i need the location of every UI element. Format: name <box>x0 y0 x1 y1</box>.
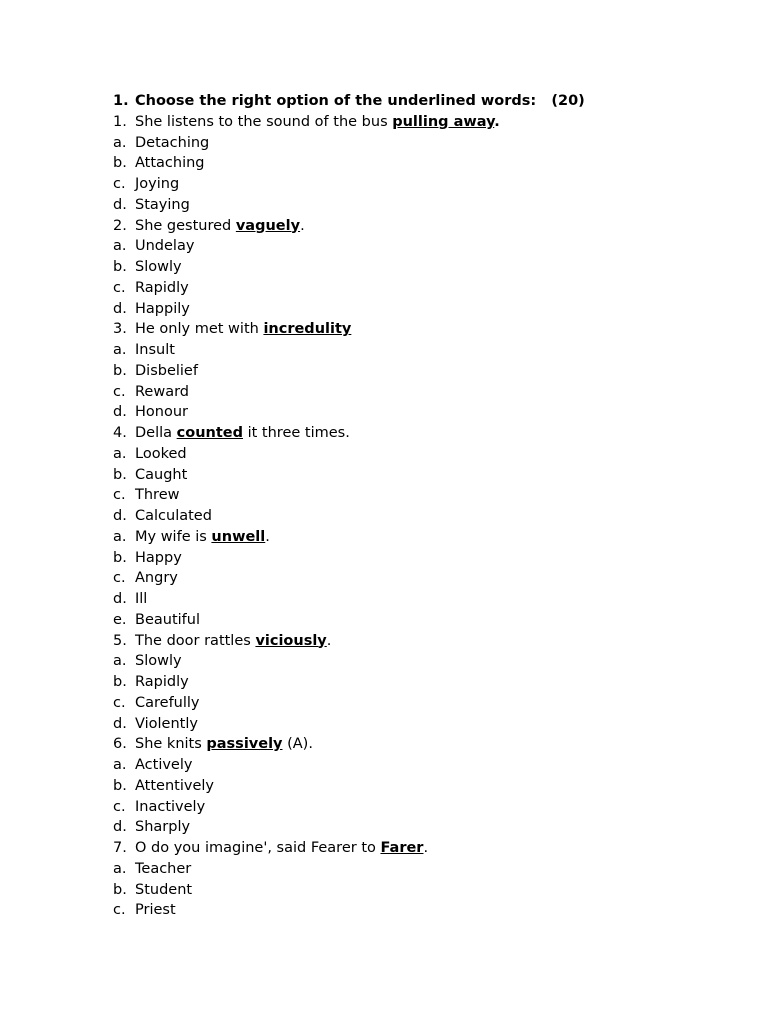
option-text: Staying <box>135 196 190 213</box>
option-line <box>113 693 733 714</box>
option-line <box>113 568 733 589</box>
underlined-word: Farer <box>380 840 424 856</box>
option-text: Teacher <box>135 860 192 877</box>
question-tail: . <box>265 528 270 545</box>
option-text: Caught <box>135 466 188 483</box>
option-text: Calculated <box>135 508 212 524</box>
line-marker: 4. <box>113 425 127 441</box>
option-line <box>113 278 733 299</box>
line-text <box>135 236 194 257</box>
option-line <box>113 340 733 361</box>
line-marker: d. <box>113 508 127 524</box>
line-marker: 1. <box>113 113 127 130</box>
line-marker: a. <box>113 757 127 773</box>
option-line <box>113 506 733 527</box>
option-line <box>113 465 733 486</box>
question-line <box>113 423 733 444</box>
section-heading <box>113 91 733 112</box>
line-marker: b. <box>113 466 127 483</box>
question-line <box>113 112 733 133</box>
option-text: Ill <box>135 591 148 607</box>
line-text <box>135 506 212 527</box>
line-marker: a. <box>113 134 127 151</box>
option-line <box>113 174 733 195</box>
line-marker: a. <box>113 238 127 255</box>
option-text: Sharply <box>135 819 191 836</box>
line-text <box>135 402 188 423</box>
line-text <box>135 465 187 486</box>
option-text: Attentively <box>135 777 214 794</box>
option-line <box>113 859 733 880</box>
question-text: She gestured <box>135 217 236 234</box>
question-text: She knits <box>135 736 207 753</box>
question-tail: (A). <box>282 736 313 753</box>
question-tail: . <box>326 632 332 649</box>
option-text: Angry <box>135 570 178 587</box>
option-text: Beautiful <box>135 611 200 628</box>
option-line <box>113 672 733 693</box>
question-line <box>113 527 733 548</box>
line-text <box>135 817 190 838</box>
line-marker: c. <box>113 383 126 400</box>
line-marker: b. <box>113 259 127 275</box>
line-text <box>135 319 351 340</box>
line-marker: 6. <box>113 736 127 753</box>
line-marker: a. <box>113 860 127 877</box>
line-marker: b. <box>113 674 127 690</box>
option-text: Slowly <box>135 259 182 275</box>
option-line <box>113 133 733 154</box>
line-text <box>135 693 200 714</box>
line-text <box>135 714 198 735</box>
option-text: Happy <box>135 549 182 566</box>
line-text <box>135 589 147 610</box>
option-line <box>113 755 733 776</box>
question-line <box>113 838 733 859</box>
line-marker: d. <box>113 196 127 213</box>
line-text <box>135 340 175 361</box>
option-line <box>113 382 733 403</box>
underlined-word: passively <box>206 736 283 753</box>
option-line <box>113 444 733 465</box>
line-marker: c. <box>113 279 126 296</box>
option-text: Inactively <box>135 798 206 815</box>
line-marker: a. <box>113 342 127 358</box>
question-text: Della <box>135 425 177 441</box>
line-text <box>135 216 305 237</box>
option-text: Rapidly <box>135 279 189 296</box>
line-marker: c. <box>113 487 126 504</box>
option-text: Student <box>135 881 193 898</box>
option-text: Happily <box>135 300 190 317</box>
underlined-word: incredulity <box>263 321 352 338</box>
line-text <box>135 610 200 631</box>
heading-marker: 1. <box>113 93 129 109</box>
line-text <box>135 527 270 548</box>
line-text <box>135 859 191 880</box>
line-marker: d. <box>113 591 127 607</box>
question-line <box>113 216 733 237</box>
option-text: Detaching <box>135 134 210 151</box>
option-text: Priest <box>135 902 176 919</box>
underlined-word: viciously <box>255 632 327 649</box>
line-text <box>135 672 189 693</box>
option-text: Insult <box>135 342 175 358</box>
heading-text: Choose the right option of the underlined words: (20) <box>135 93 585 109</box>
line-text <box>135 278 189 299</box>
line-text <box>135 900 176 921</box>
line-text <box>135 797 205 818</box>
option-text: Joying <box>135 176 180 192</box>
line-text <box>135 755 192 776</box>
line-marker: d. <box>113 819 127 836</box>
option-text: Carefully <box>135 694 200 711</box>
line-text <box>135 631 331 652</box>
option-line <box>113 195 733 216</box>
line-marker: c. <box>113 694 126 711</box>
line-marker: 5. <box>113 632 127 649</box>
question-tail: it three times. <box>243 425 350 441</box>
question-sheet <box>113 91 733 921</box>
option-line <box>113 797 733 818</box>
option-line <box>113 361 733 382</box>
line-marker: c. <box>113 902 126 919</box>
option-text: Rapidly <box>135 674 189 690</box>
question-list <box>113 112 733 921</box>
option-line <box>113 236 733 257</box>
line-text <box>135 257 182 278</box>
option-text: Violently <box>135 715 198 732</box>
line-text <box>135 174 179 195</box>
question-line <box>113 319 733 340</box>
underlined-word: vaguely <box>235 217 301 234</box>
question-text: O do you imagine', said Fearer to <box>135 840 381 856</box>
underlined-word: unwell <box>211 528 266 545</box>
option-line <box>113 153 733 174</box>
line-marker: a. <box>113 653 127 670</box>
line-marker: 7. <box>113 840 127 856</box>
line-text <box>135 195 190 216</box>
line-text <box>135 112 500 133</box>
option-line <box>113 714 733 735</box>
line-text <box>135 153 205 174</box>
option-text: Actively <box>135 757 193 773</box>
line-marker: d. <box>113 404 127 421</box>
line-marker: 2. <box>113 217 127 234</box>
question-text: He only met with <box>135 321 264 338</box>
option-line <box>113 651 733 672</box>
question-tail: . <box>423 840 429 856</box>
line-text <box>135 444 187 465</box>
question-line <box>113 734 733 755</box>
option-text: Attaching <box>135 155 205 172</box>
line-marker: b. <box>113 881 127 898</box>
line-marker: b. <box>113 155 127 172</box>
line-marker: c. <box>113 798 126 815</box>
line-text <box>135 568 178 589</box>
option-line <box>113 257 733 278</box>
option-text: Reward <box>135 383 189 400</box>
option-line <box>113 589 733 610</box>
option-line <box>113 776 733 797</box>
line-text <box>135 776 214 797</box>
option-line <box>113 817 733 838</box>
line-marker: 3. <box>113 321 127 338</box>
option-line <box>113 485 733 506</box>
line-marker: e. <box>113 611 127 628</box>
line-marker: d. <box>113 715 127 732</box>
option-text: Slowly <box>135 653 182 670</box>
line-marker: a. <box>113 528 127 545</box>
line-marker: b. <box>113 549 127 566</box>
line-text <box>135 299 190 320</box>
line-text <box>135 838 428 859</box>
line-marker: c. <box>113 176 126 192</box>
option-line <box>113 402 733 423</box>
question-text: My wife is <box>135 528 212 545</box>
line-text <box>135 548 182 569</box>
line-marker: b. <box>113 777 127 794</box>
option-line <box>113 299 733 320</box>
line-marker: a. <box>113 445 127 462</box>
option-line <box>113 900 733 921</box>
line-text <box>135 880 192 901</box>
question-tail: . <box>494 113 500 130</box>
line-text <box>135 423 350 444</box>
line-text <box>135 133 209 154</box>
option-text: Threw <box>135 487 180 504</box>
underlined-word: pulling away <box>392 113 495 130</box>
question-text: She listens to the sound of the bus <box>135 113 393 130</box>
option-line <box>113 610 733 631</box>
line-marker: b. <box>113 362 127 379</box>
line-text <box>135 382 189 403</box>
question-text: The door rattles <box>135 632 256 649</box>
line-text <box>135 734 313 755</box>
option-text: Disbelief <box>135 362 198 379</box>
option-line <box>113 880 733 901</box>
line-marker: d. <box>113 300 127 317</box>
option-text: Undelay <box>135 238 195 255</box>
option-text: Looked <box>135 445 187 462</box>
line-text <box>135 651 182 672</box>
line-marker: c. <box>113 570 126 587</box>
option-text: Honour <box>135 404 188 421</box>
question-tail: . <box>300 217 305 234</box>
line-text <box>135 361 198 382</box>
question-line <box>113 631 733 652</box>
option-line <box>113 548 733 569</box>
line-text <box>135 485 179 506</box>
underlined-word: counted <box>176 425 243 441</box>
